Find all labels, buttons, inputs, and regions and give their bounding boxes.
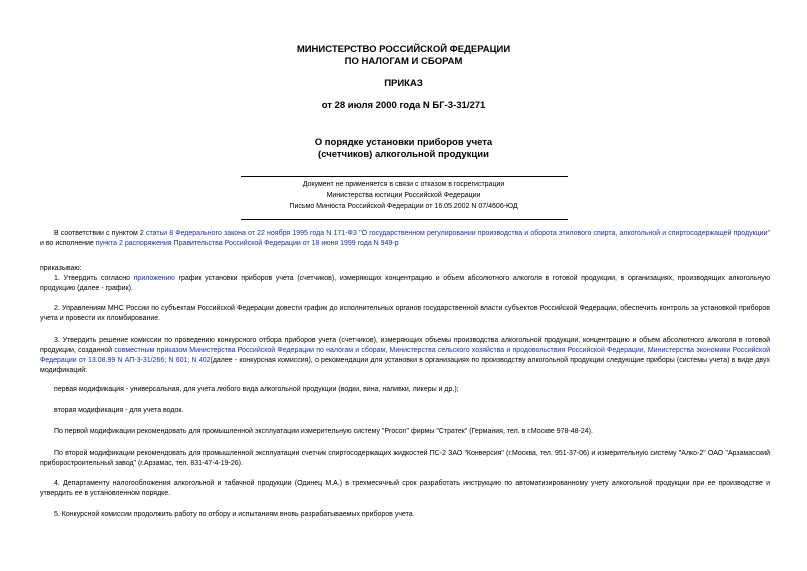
divider-bottom <box>241 219 568 220</box>
modification-2-text: вторая модификация - для учета водок. <box>54 407 184 414</box>
registration-note-line3: Письмо Минюста Российской Федерации от 16.05.2002 N 07/4606-ЮД <box>289 203 518 210</box>
preamble-text-1: В соответствии с пунктом 2 <box>54 230 146 237</box>
appendix-link[interactable]: приложению <box>133 275 175 282</box>
clause-2-text: 2. Управлениям МНС России по субъектам Российской Федерации довести график до исполнительных органов государственной власти субъектов Российской Федерации, обеспечить контроль за установкой приборов учета и провести их пломбирование. <box>40 305 770 322</box>
document-type: ПРИКАЗ <box>384 78 423 89</box>
preamble-paragraph <box>40 229 770 249</box>
document-date-number: от 28 июля 2000 года N БГ-3-31/271 <box>321 100 486 111</box>
document-title-line1: О порядке установки приборов учета <box>314 137 493 148</box>
ministry-name-line2: ПО НАЛОГАМ И СБОРАМ <box>344 55 463 67</box>
divider-top <box>241 176 568 177</box>
registration-note-line2: Министерства юстиции Российской Федерации <box>326 192 481 199</box>
modification-2-paragraph <box>40 406 770 416</box>
first-modification-recommendation <box>40 427 770 437</box>
clause-1-text-2: график установки приборов учета (счетчиков), измеряющих концентрацию и объем абсолютного алкоголя в готовой продукции, в организациях, производящих алкогольную продукцию (далее - график). <box>40 275 770 292</box>
clause-3-paragraph <box>40 336 770 376</box>
preamble-text-2: и во исполнение <box>40 240 96 247</box>
second-modification-text: По второй модификации рекомендовать для промышленной эксплуатации счетчик спиртосодержащих жидкостей ПС-2 ЗАО "Конверсия" (г.Москва, тел. 951-37-06) и измерительную систему "Алко-2" ОАО "Арзамасский приборостроительный завод" (г.Арзамас, тел. 831-47-4-19-26). <box>40 450 770 467</box>
clause-4-text: 4. Департаменту налогообложения алкогольной и табачной продукции (Одинец М.А.) в трехмесячный срок разработать инструкцию по автоматизированному учету алкогольной продукции при ее производстве и утвердить ее в установленном порядке. <box>40 480 770 497</box>
clause-4-paragraph <box>40 479 770 499</box>
order-word: приказываю: <box>40 265 82 272</box>
modification-1-text: первая модификация - универсальная, для учета любого вида алкогольной продукции (водки, вина, наливки, ликеры и др.); <box>54 386 459 393</box>
law-article-link[interactable]: статьи 8 Федерального закона от 22 ноября 1995 года N 171-ФЗ "О государственном регулировании производства и оборота этилового спирта, алкогольной и спиртосодержащей продукции" <box>145 230 770 237</box>
first-modification-text: По первой модификации рекомендовать для промышленной эксплуатации измерительную систему "Procon" фирмы "Стратек" (Германия, тел. в г.Москве 978-48-24). <box>54 428 593 435</box>
clause-1-paragraph <box>40 274 770 294</box>
government-order-link[interactable]: пункта 2 распоряжения Правительства Российской Федерации от 18 июня 1999 года N 949-р <box>95 240 399 247</box>
registration-note-line1: Документ не применяется в связи с отказом в госрегистрации <box>302 181 505 188</box>
clause-3-text-2: (далее - конкурсная комиссия), о рекомендации для установки в организациях по производству алкогольной продукции следующие приборы (системы учета) в виде двух модификаций: <box>40 357 770 374</box>
ministry-name-line1: МИНИСТЕРСТВО РОССИЙСКОЙ ФЕДЕРАЦИИ <box>296 44 511 55</box>
joint-order-link[interactable]: совместным приказом Министерства Российской Федерации по налогам и сборам, Министерства сельского хозяйства и продовольствия Российской Федерации, Министерства экономики Российской Федерации от 13.08.99 N АП-3-31/266; N 601; N 402 <box>40 347 770 364</box>
clause-1-text-1: 1. Утвердить согласно <box>54 275 134 282</box>
clause-5-text: 5. Конкурсной комиссии продолжить работу по отбору и испытаниям вновь разрабатываемых приборов учета. <box>54 511 415 518</box>
modification-1-paragraph <box>40 385 770 395</box>
clause-5-paragraph <box>40 510 770 520</box>
clause-2-paragraph <box>40 304 770 324</box>
second-modification-recommendation <box>40 449 770 469</box>
document-title-line2: (счетчиков) алкогольной продукции <box>318 148 489 160</box>
clause-3-text-1: 3. Утвердить решение комиссии по проведению конкурсного отбора приборов учета (счетчиков), измеряющих объемы производства алкогольной продукции, концентрацию и объем абсолютного алкоголя в готовой продукции, созданной <box>40 337 770 354</box>
